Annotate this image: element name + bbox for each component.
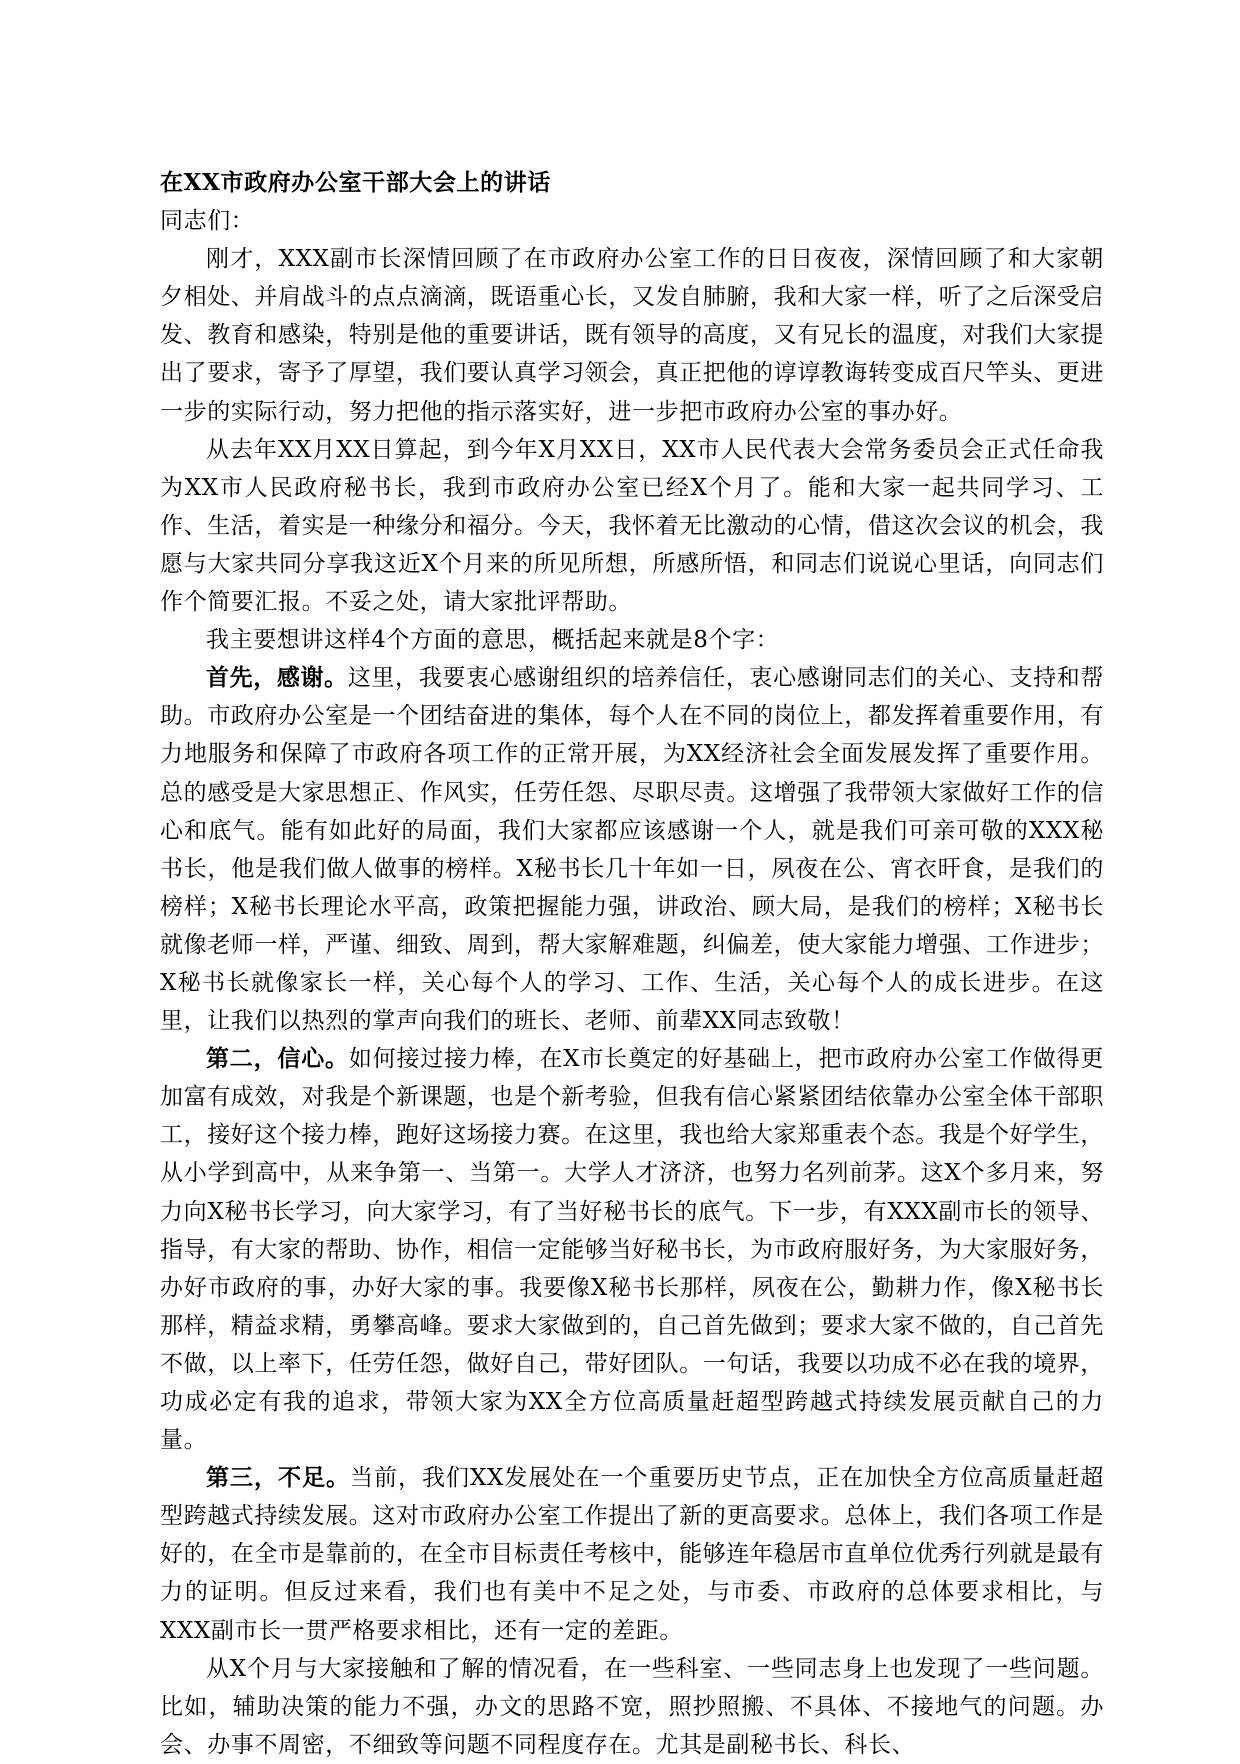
- paragraph-lead: 首先，感谢。: [206, 664, 348, 692]
- paragraph-lead: 第二，信心。: [206, 1045, 349, 1073]
- paragraph-4: [160, 659, 1104, 1040]
- paragraph-text: 如何接过接力棒，在X市长奠定的好基础上，把市政府办公室工作做得更加富有成效，对我是个新课题，也是个新考验，但我有信心紧紧团结依靠办公室全体干部职工，接好这个接力棒，跑好这场接力赛。在这里，我也给大家郑重表个态。我是个好学生，从小学到高中，从来争第一、当第一。大学人才济济，也努力名列前茅。这X个多月来，努力向X秘书长学习，向大家学习，有了当好秘书长的底气。下一步，有XXX副市长的领导、指导，有大家的帮助、协作，相信一定能够当好秘书长，为市政府服好务，为大家服好务，办好市政府的事，办好大家的事。我要像X秘书长那样，夙夜在公，勤耕力作，像X秘书长那样，精益求精，勇攀高峰。要求大家做到的，自己首先做到；要求大家不做的，自己首先不做，以上率下，任劳任怨，做好自己，带好团队。一句话，我要以功成不必在我的境界，功成必定有我的追求，带领大家为XX全方位高质量赶超型跨越式持续发展贡献自己的力量。: [160, 1046, 1104, 1454]
- paragraph-5: [160, 1040, 1104, 1459]
- salutation: 同志们：: [160, 208, 255, 235]
- paragraph-text: 我主要想讲这样4个方面的意思，概括起来就是8个字：: [206, 627, 780, 654]
- paragraph-3: [160, 621, 1104, 659]
- paragraph-1: [160, 240, 1104, 430]
- paragraph-7: [160, 1650, 1104, 1764]
- paragraph-text: 从去年XX月XX日算起，到今年X月XX日，XX市人民代表大会常务委员会正式任命我为XX市人民政府秘书长，我到市政府办公室已经X个月了。能和大家一起共同学习、工作、生活，着实是一种缘分和福分。今天，我怀着无比激动的心情，借这次会议的机会，我愿与大家共同分享我这近X个月来的所见所想，所感所悟，和同志们说说心里话，向同志们作个简要汇报。不妥之处，请大家批评帮助。: [160, 436, 1104, 616]
- document-page: [160, 164, 1104, 1764]
- paragraph-lead: 第三，不足。: [206, 1464, 351, 1492]
- paragraph-text: 这里，我要衷心感谢组织的培养信任，衷心感谢同志们的关心、支持和帮助。市政府办公室是一个团结奋进的集体，每个人在不同的岗位上，都发挥着重要作用，有力地服务和保障了市政府各项工作的正常开展，为XX经济社会全面发展发挥了重要作用。总的感受是大家思想正、作风实，任劳任怨、尽职尽责。这增强了我带领大家做好工作的信心和底气。能有如此好的局面，我们大家都应该感谢一个人，就是我们可亲可敬的XXX秘书长，他是我们做人做事的榜样。X秘书长几十年如一日，夙夜在公、宵衣旰食，是我们的榜样；X秘书长理论水平高，政策把握能力强，讲政治、顾大局，是我们的榜样；X秘书长就像老师一样，严谨、细致、周到，帮大家解难题，纠偏差，使大家能力增强、工作进步；X秘书长就像家长一样，关心每个人的学习、工作、生活，关心每个人的成长进步。在这里，让我们以热烈的掌声向我们的班长、老师、前辈XX同志致敬！: [160, 665, 1104, 1035]
- paragraph-text: 刚才，XXX副市长深情回顾了在市政府办公室工作的日日夜夜，深情回顾了和大家朝夕相处、并肩战斗的点点滴滴，既语重心长，又发自肺腑，我和大家一样，听了之后深受启发、教育和感染，特别是他的重要讲话，既有领导的高度，又有兄长的温度，对我们大家提出了要求，寄予了厚望，我们要认真学习领会，真正把他的谆谆教诲转变成百尺竿头、更进一步的实际行动，努力把他的指示落实好，进一步把市政府办公室的事办好。: [160, 246, 1104, 425]
- paragraph-text: 当前，我们XX发展处在一个重要历史节点，正在加快全方位高质量赶超型跨越式持续发展。这对市政府办公室工作提出了新的更高要求。总体上，我们各项工作是好的，在全市是靠前的，在全市目标责任考核中，能够连年稳居市直单位优秀行列就是最有力的证明。但反过来看，我们也有美中不足之处，与市委、市政府的总体要求相比，与XXX副市长一贯严格要求相比，还有一定的差距。: [160, 1465, 1104, 1644]
- document-title: 在XX市政府办公室干部大会上的讲话: [160, 169, 551, 196]
- paragraph-6: [160, 1459, 1104, 1649]
- paragraph-2: [160, 431, 1104, 621]
- paragraph-text: 从X个月与大家接触和了解的情况看，在一些科室、一些同志身上也发现了一些问题。比如，辅助决策的能力不强，办文的思路不宽，照抄照搬、不具体、不接地气的问题。办会、办事不周密，不细致等问题不同程度存在。尤其是副秘书长、科长、: [160, 1655, 1104, 1758]
